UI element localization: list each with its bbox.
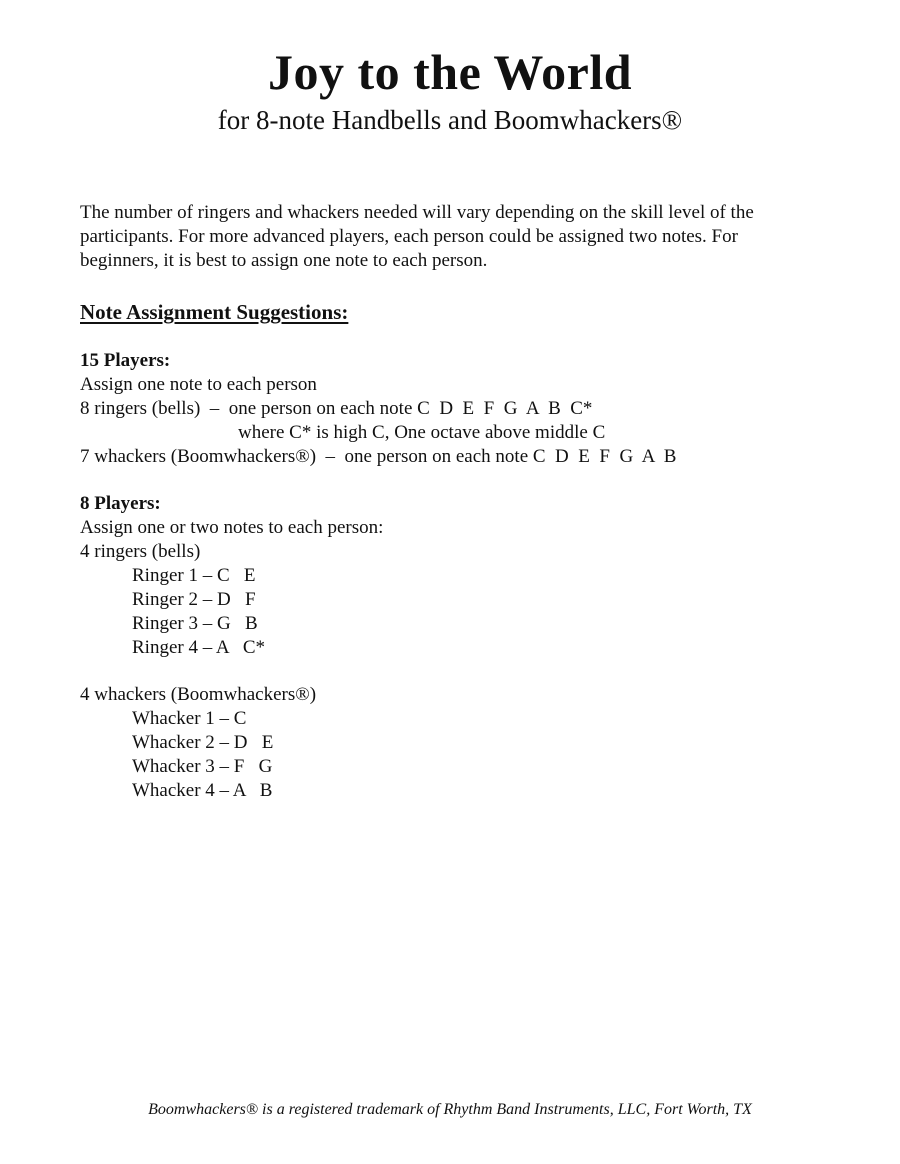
ringer-assignment: Ringer 3 – G B [132, 613, 258, 634]
intro-line: participants. For more advanced players, each person could be assigned two notes. For [80, 226, 738, 247]
eight-players-assign: Assign one or two notes to each person: [80, 517, 384, 538]
intro-line: The number of ringers and whackers needed will vary depending on the skill level of the [80, 202, 754, 223]
whacker-assignment: Whacker 3 – F G [132, 756, 273, 777]
eight-players-whackers-label: 4 whackers (Boomwhackers®) [80, 684, 317, 705]
intro-line: beginners, it is best to assign one note to each person. [80, 250, 488, 271]
ringer-assignment: Ringer 2 – D F [132, 589, 256, 610]
intro-paragraph [80, 201, 840, 273]
page-subtitle: for 8-note Handbells and Boomwhackers® [217, 105, 683, 135]
ringers-notes: C D E F G A B C* [417, 398, 593, 419]
fifteen-players-assign: Assign one note to each person [80, 374, 317, 395]
fifteen-players-ringers [80, 397, 592, 421]
whacker-assignment: Whacker 1 – C [132, 708, 247, 729]
eight-players-ringers-label: 4 ringers (bells) [80, 541, 201, 562]
ringer-assignment: Ringer 4 – A C* [132, 637, 266, 658]
whacker-assignment: Whacker 4 – A B [132, 780, 273, 801]
fifteen-players-whackers [80, 445, 676, 469]
page-title: Joy to the World [267, 44, 633, 100]
whacker-assignment: Whacker 2 – D E [132, 732, 274, 753]
whackers-notes: C D E F G A B [532, 446, 677, 467]
fifteen-players-title: 15 Players: [80, 350, 171, 371]
ringer-assignment: Ringer 1 – C E [132, 565, 256, 586]
high-c-explanation: where C* is high C, One octave above middle C [238, 422, 606, 443]
whackers-prefix: 7 whackers (Boomwhackers®) – one person on each note [80, 446, 529, 467]
eight-players-title: 8 Players: [80, 493, 161, 514]
trademark-footer: Boomwhackers® is a registered trademark of Rhythm Band Instruments, LLC, Fort Worth, TX [148, 1101, 752, 1118]
section-heading: Note Assignment Suggestions: [80, 300, 349, 324]
ringers-prefix: 8 ringers (bells) – one person on each note [80, 398, 413, 419]
